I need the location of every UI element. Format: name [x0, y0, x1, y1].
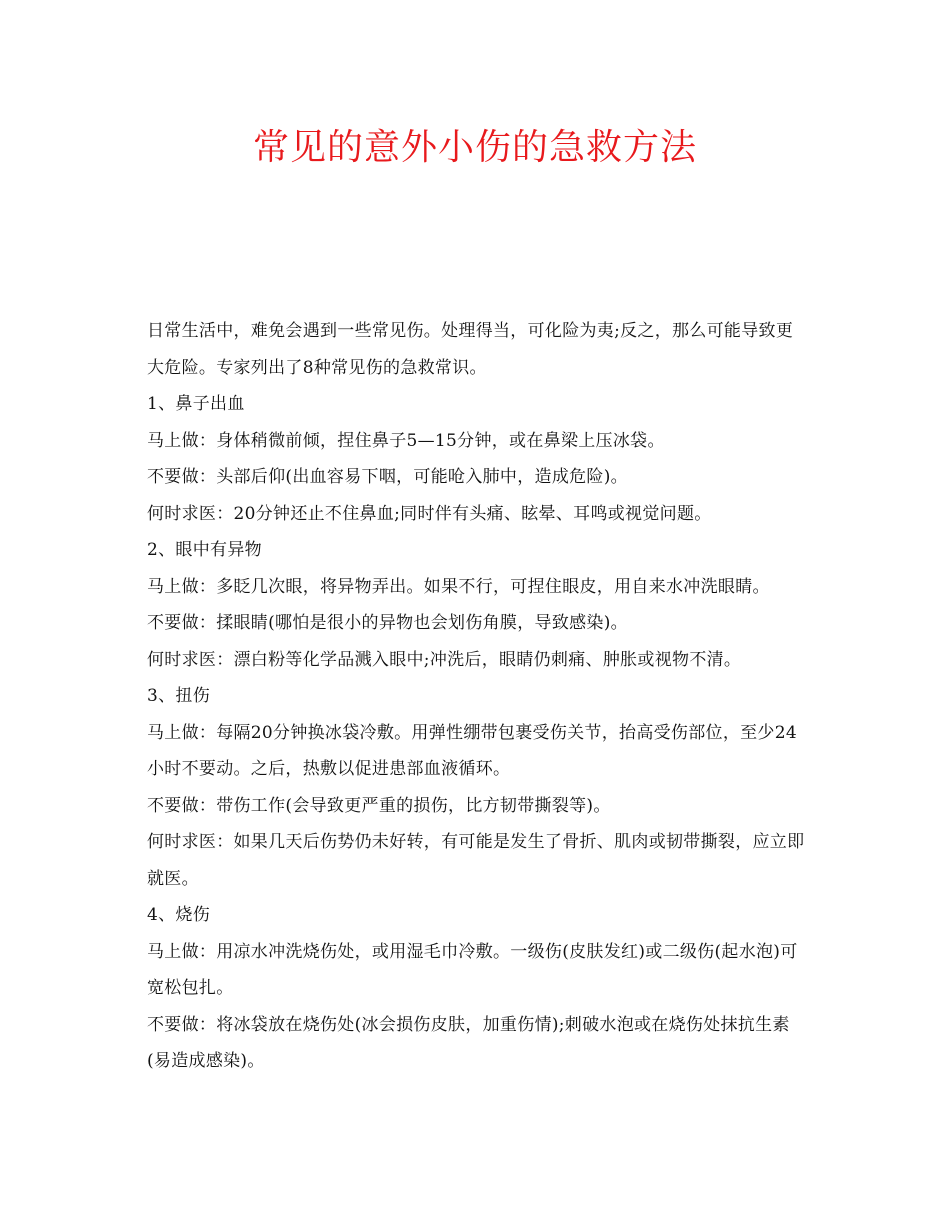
document-title: 常见的意外小伤的急救方法 — [252, 127, 697, 168]
section-heading-eye-foreign-body: 2、眼中有异物 — [147, 540, 262, 560]
burn-do-now: 马上做：用凉水冲洗烧伤处，或用湿毛巾冷敷。一级伤(皮肤发红)或二级伤(起水泡)可宽松包扎。 — [147, 941, 798, 998]
section-heading-sprain: 3、扭伤 — [147, 686, 211, 706]
section-heading-nosebleed: 1、鼻子出血 — [147, 394, 245, 414]
nosebleed-see-doctor: 何时求医：20分钟还止不住鼻血;同时伴有头痛、眩晕、耳鸣或视觉问题。 — [147, 503, 712, 524]
intro-paragraph: 日常生活中，难免会遇到一些常见伤。处理得当，可化险为夷;反之，那么可能导致更大危险。专家列出了8种常见伤的急救常识。 — [147, 321, 794, 378]
sprain-do-now: 马上做：每隔20分钟换冰袋冷敷。用弹性绷带包裹受伤关节，抬高受伤部位，至少24小时不要动。之后，热敷以促进患部血液循环。 — [147, 722, 797, 779]
eye-see-doctor: 何时求医：漂白粉等化学品溅入眼中;冲洗后，眼睛仍刺痛、肿胀或视物不清。 — [147, 649, 742, 670]
burn-dont: 不要做：将冰袋放在烧伤处(冰会损伤皮肤，加重伤情);刺破水泡或在烧伤处抹抗生素(易造成感染)。 — [147, 1014, 790, 1071]
eye-do-now: 马上做：多眨几次眼，将异物弄出。如果不行，可捏住眼皮，用自来水冲洗眼睛。 — [147, 576, 770, 597]
nosebleed-do-now: 马上做：身体稍微前倾，捏住鼻子5—15分钟，或在鼻梁上压冰袋。 — [147, 430, 665, 451]
sprain-dont: 不要做：带伤工作(会导致更严重的损伤，比方韧带撕裂等)。 — [147, 795, 611, 816]
document-body — [147, 313, 807, 1080]
sprain-see-doctor: 何时求医：如果几天后伤势仍未好转，有可能是发生了骨折、肌肉或韧带撕裂，应立即就医。 — [147, 832, 805, 889]
section-heading-burn: 4、烧伤 — [147, 905, 211, 925]
nosebleed-dont: 不要做：头部后仰(出血容易下咽，可能呛入肺中，造成危险)。 — [147, 467, 628, 487]
eye-dont: 不要做：揉眼睛(哪怕是很小的异物也会划伤角膜，导致感染)。 — [147, 613, 628, 633]
